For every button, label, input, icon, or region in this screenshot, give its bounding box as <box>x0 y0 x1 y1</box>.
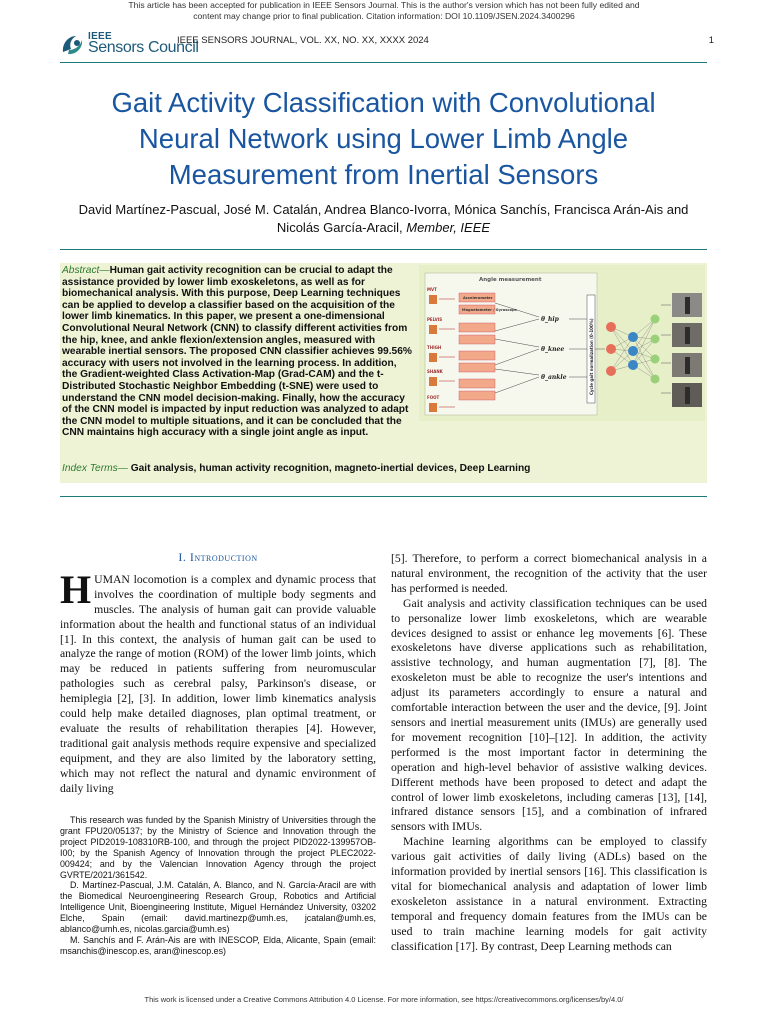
footnote-affiliation-2: M. Sanchís and F. Arán-Ais are with INESCOP, Elda, Alicante, Spain (email: msanchis@inescop.es, aran@inescop.es) <box>60 934 376 956</box>
authors-line-1: David Martínez-Pascual, José M. Catalán, Andrea Blanco-Ivorra, Mónica Sanchís, Francisca Arán-Ais and <box>78 202 689 217</box>
intro-paragraph-2: Gait analysis and activity classification techniques can be used to personalize lower limb exoskeletons, which are wearable devices designed to assist or enhance leg movements [6]. These exoskeletons have diverse applications such as rehabilitation, assistive technology, and human augmentation [7], [8]. The exoskeleton must be able to recognize the user's intentions and adjust its parameters accordingly to ensure a natural and comfortable interaction between the user and the device, [9]. Joint sensors and inertial measurement units (IMUs) are generally used for movement recognition [10]–[12]. In addition, the activity performed is the most important factor in determining the operation and high-level behavior of assistive walking devices. Different methods have been proposed to detect and adapt the control of lower limb exoskeletons, including cameras [13], [14], infrared distance sensors [15], and a combination of infrared sensors with IMUs. <box>391 596 707 834</box>
title-line-2: Neural Network using Lower Limb Angle <box>138 123 629 154</box>
authors-line-2-names: Nicolás García-Aracil, <box>276 220 403 235</box>
drop-cap: H <box>60 566 92 612</box>
intro-paragraph-1-cont: [5]. Therefore, to perform a correct biomechanical analysis in a natural environment, the recognition of the activity that the user has performed is needed. <box>391 552 707 595</box>
intro-paragraph-1 <box>60 566 376 797</box>
paper-title <box>60 85 707 193</box>
footnote-affiliation-1: D. Martínez-Pascual, J.M. Catalán, A. Blanco, and N. García-Aracil are with the Biomedical Neuroengineering Research Group, Robotics and Artificial Intelligence Unit, Bioengineering Institute, Miguel Hernández University, 03202 Elche, Spain (email: david.martinezp@umh.es, jcatalan@umh.es, ablanco@umh.es, nicolas.garcia@umh.es) <box>60 880 376 935</box>
page-number: 1 <box>708 35 714 46</box>
sensor-label-thigh: THIGH <box>427 345 442 350</box>
author-role: Member, IEEE <box>406 220 491 235</box>
license-footer: This work is licensed under a Creative Commons Attribution 4.0 License. For more information, see https://creativecommons.org/licenses/by/4.0/ <box>144 995 624 1004</box>
title-line-1: Gait Activity Classification with Convolutional <box>111 87 656 118</box>
authors-line-2 <box>60 219 707 237</box>
imu-sensor-icon <box>429 377 437 386</box>
right-column <box>391 552 707 954</box>
abstract-body: Human gait activity recognition can be crucial to adapt the assistance provided by lower limb exoskeletons, as well as for biomechanical analysis. With this purpose, Deep Learning techniques can be applied to develop a classifier based on the acquisition of the lower limb kinematics. In this paper, we present a one-dimensional Convolutional Neural Network (CNN) to classify different activities from the hip, knee, and ankle flexion/extension angles, measured with wearable inertial sensors. The proposed CNN classifier achieves 99.56% accuracy with users not involved in the learning process. In addition, the Gradient-weighted Class Activation-Map (Grad-CAM) and the t-Distributed Stochastic Neighbor Embedding (t-SNE) were used to understand the CNN model decision-making. Finally, how the accuracy of the CNN model is impacted by input reduction was analyzed to adapt the CNN model to multiple situations, and it can be concluded that the CNN maintains high accuracy with a single joint angle as input. <box>62 265 412 439</box>
intro-first-word: UMAN <box>94 572 130 586</box>
angle-ankle-label: θ_ankle <box>541 374 567 381</box>
header-divider <box>60 62 707 63</box>
abstract-bottom-divider <box>60 496 707 497</box>
left-column <box>60 550 376 797</box>
footnote-funding: This research was funded by the Spanish Ministry of Universities through the grant FPU20/05137; by the Ministry of Science and Innovation through the project PID2019-108310RB-100, and through the project PID2022-139957OB-I00; by the Spanish Agency of Innovation through the project PLEC2022-009424; and by the Valencian Innovation Agency through the project GVRTE/2021/361542. <box>60 815 376 880</box>
sensor-label-mvt: MVT <box>427 287 437 292</box>
journal-header <box>60 30 714 60</box>
imu-sensor-icon <box>429 295 437 304</box>
normalization-label: Cycle gait normalization (0-100%) <box>589 318 594 395</box>
imu-sensor-icon <box>429 403 437 412</box>
gyro-block-label: Magnetometer / Gyroscope <box>462 308 517 312</box>
author-list <box>60 201 707 237</box>
logo-council-text: Sensors Council <box>88 39 199 56</box>
sensor-label-pelvis: PELVIS <box>427 317 443 322</box>
abstract-lead: Abstract— <box>62 265 110 276</box>
index-terms-body: Gait analysis, human activity recognition, magneto-inertial devices, Deep Learning <box>127 463 531 474</box>
abstract <box>62 265 705 439</box>
abstract-top-divider <box>60 249 707 250</box>
notice-line-1: This article has been accepted for publication in IEEE Sensors Journal. This is the author's version which has not been fully edited and <box>128 0 640 10</box>
graphical-abstract-figure <box>419 265 705 421</box>
section-number: I. <box>178 550 187 564</box>
sensor-label-shank: SHANK <box>427 369 443 374</box>
logo-ieee-text: IEEE <box>88 31 112 42</box>
intro-paragraph-1-text: locomotion is a complex and dynamic process that involves the coordination of multiple body segments and muscles. The analysis of human gait can provide valuable information about the health and functional status of an individual [1]. In this context, the analysis of human gait can be used to analyze the range of motion (ROM) of the lower limb joints, which may be reduced in patients suffering from neuromuscular pathologies such as cerebral palsy, Parkinson's disease, or hemiplegia [2], [3]. In addition, lower limb kinematics analysis could help make detailed diagnoses, plan optimal treatment, or evaluate the results of rehabilitation therapies [4]. However, traditional gait analysis methods require expensive and specialized equipment, and they are also limited by the laboratory setting, which may not reflect the natural and dynamic environment of daily living <box>60 572 376 795</box>
notice-line-2: content may change prior to final publication. Citation information: DOI 10.1109/JSEN.2024.3400296 <box>193 11 575 21</box>
section-title: Introduction <box>189 550 258 564</box>
abstract-box <box>60 263 707 483</box>
sensor-label-foot: FOOT <box>427 395 440 400</box>
section-heading <box>60 550 376 565</box>
journal-name: IEEE SENSORS JOURNAL, VOL. XX, NO. XX, XXXX 2024 <box>177 35 429 46</box>
publication-notice <box>0 0 768 22</box>
title-line-3: Measurement from Inertial Sensors <box>168 159 599 190</box>
sensors-council-logo <box>60 30 199 60</box>
accelerometer-block-label: Accelerometer <box>463 296 493 300</box>
index-terms <box>62 463 530 474</box>
imu-sensor-icon <box>429 325 437 334</box>
swirl-logo-icon <box>60 32 86 56</box>
imu-sensor-icon <box>429 353 437 362</box>
angle-knee-label: θ_knee <box>541 346 565 353</box>
intro-paragraph-3: Machine learning algorithms can be employed to classify various gait activities of daily living (ADLs) based on the information provided by inertial sensors [16]. This classification is vital for biomechanical analysis and adaptation of lower limb exoskeleton assistance in a natural environment. Extracting temporal and frequency domain features from the IMUs can be used to train machine learning models for gait activity classification [17]. By contrast, Deep Learning methods can <box>391 835 707 953</box>
figure-box-title: Angle measurement <box>479 277 542 283</box>
index-terms-lead: Index Terms— <box>62 463 128 474</box>
angle-hip-label: θ_hip <box>541 316 559 323</box>
footnote <box>60 815 376 957</box>
